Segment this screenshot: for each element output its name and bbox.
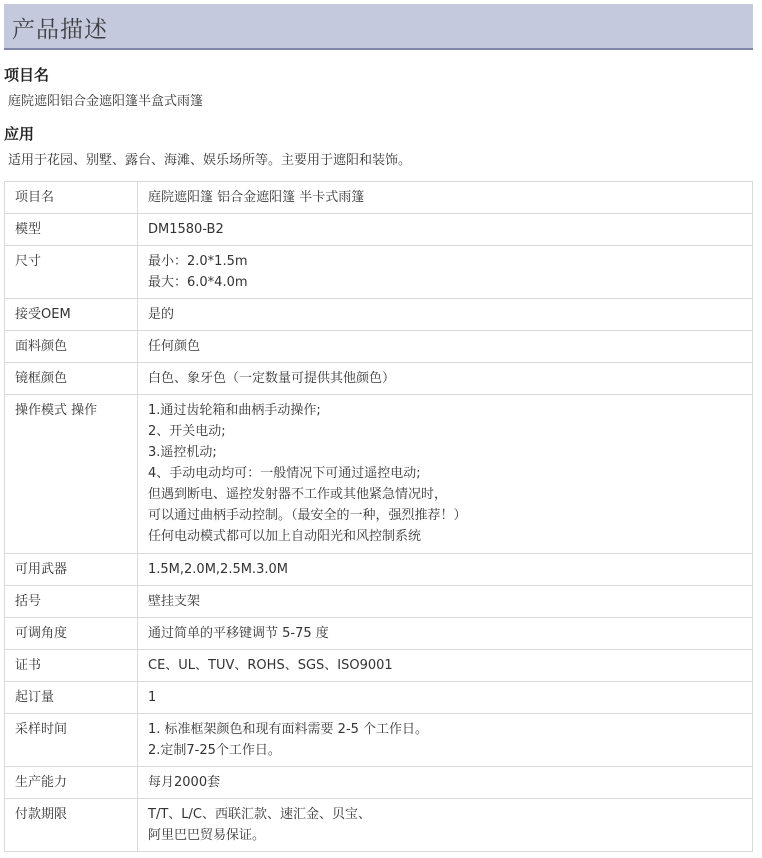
spec-value-cell <box>138 395 753 554</box>
spec-key-cell <box>5 395 138 554</box>
spec-table <box>4 181 753 852</box>
spec-key-cell <box>5 299 138 331</box>
spec-value-cell <box>138 650 753 682</box>
table-row <box>5 246 753 299</box>
spec-key-cell <box>5 767 138 799</box>
spec-value-line: 但遇到断电、遥控发射器不工作或其他紧急情况时， <box>148 487 448 502</box>
spec-value-line: 每月2000套 <box>148 775 221 790</box>
spec-value-cell <box>138 767 753 799</box>
application-heading: 应用 <box>4 125 35 143</box>
table-row <box>5 331 753 363</box>
table-row <box>5 586 753 618</box>
spec-key-cell <box>5 714 138 767</box>
table-row <box>5 714 753 767</box>
spec-value-line: 1. 标准框架颜色和现有面料需要 2-5 个工作日。 <box>148 722 429 737</box>
spec-key-cell <box>5 618 138 650</box>
spec-value-line: 2、开关电动; <box>148 424 226 439</box>
table-row <box>5 650 753 682</box>
spec-key: 付款期限 <box>15 807 68 822</box>
spec-key: 尺寸 <box>15 254 42 269</box>
spec-key: 采样时间 <box>15 722 68 737</box>
spec-value-cell <box>138 618 753 650</box>
spec-key-cell <box>5 363 138 395</box>
table-row <box>5 214 753 246</box>
spec-key: 模型 <box>15 222 42 237</box>
spec-value-line: 4、手动电动均可：一般情况下可通过遥控电动; <box>148 466 421 481</box>
spec-value-line: 1 <box>148 690 157 705</box>
spec-key: 可用武器 <box>15 562 68 577</box>
item-name-text: 庭院遮阳铝合金遮阳篷半盒式雨篷 <box>8 94 204 109</box>
spec-key-cell <box>5 586 138 618</box>
table-row <box>5 299 753 331</box>
spec-value-line: 白色、象牙色（一定数量可提供其他颜色） <box>148 371 396 386</box>
spec-value-cell <box>138 246 753 299</box>
spec-value-cell <box>138 799 753 852</box>
spec-value-cell <box>138 554 753 586</box>
spec-value-line: 任何颜色 <box>148 339 201 354</box>
spec-value-cell <box>138 682 753 714</box>
spec-key-cell <box>5 554 138 586</box>
spec-key: 生产能力 <box>15 775 68 790</box>
spec-value-line: 任何电动模式都可以加上自动阳光和风控制系统 <box>148 529 422 544</box>
table-row <box>5 767 753 799</box>
spec-key-cell <box>5 799 138 852</box>
spec-value-line: 1.5M,2.0M,2.5M.3.0M <box>148 562 288 577</box>
spec-value-cell <box>138 331 753 363</box>
spec-key: 面料颜色 <box>15 339 68 354</box>
item-name-heading: 项目名 <box>4 66 50 84</box>
spec-table-body <box>5 182 753 852</box>
spec-value-line: 可以通过曲柄手动控制。（最安全的一种，强烈推荐！） <box>148 508 467 523</box>
table-row <box>5 554 753 586</box>
spec-value-cell <box>138 299 753 331</box>
spec-key: 接受OEM <box>15 307 71 322</box>
spec-value-line: DM1580-B2 <box>148 222 224 237</box>
application-text: 适用于花园、别墅、露台、海滩、娱乐场所等。主要用于遮阳和装饰。 <box>8 153 412 168</box>
spec-value-line: 最小：2.0*1.5m <box>148 254 248 269</box>
spec-value-line: T/T、L/C、西联汇款、速汇金、贝宝、 <box>148 807 371 822</box>
spec-key-cell <box>5 214 138 246</box>
table-row <box>5 395 753 554</box>
table-row <box>5 618 753 650</box>
spec-value-cell <box>138 214 753 246</box>
page-title: 产品描述 <box>12 17 108 43</box>
spec-value-line: 最大：6.0*4.0m <box>148 275 248 290</box>
spec-value-line: 阿里巴巴贸易保证。 <box>148 828 266 843</box>
spec-key-cell <box>5 182 138 214</box>
section-header-bar <box>4 4 753 50</box>
spec-value-line: CE、UL、TUV、ROHS、SGS、ISO9001 <box>148 658 393 673</box>
table-row <box>5 799 753 852</box>
spec-key-cell <box>5 246 138 299</box>
spec-key: 证书 <box>15 658 42 673</box>
spec-key: 起订量 <box>15 690 55 705</box>
spec-key: 操作模式 操作 <box>15 403 98 418</box>
spec-value-line: 是的 <box>148 307 175 322</box>
spec-value-line: 2.定制7-25个工作日。 <box>148 743 281 758</box>
spec-key: 可调角度 <box>15 626 68 641</box>
table-row <box>5 682 753 714</box>
spec-value-cell <box>138 714 753 767</box>
spec-value-line: 通过简单的平移键调节 5-75 度 <box>148 626 329 641</box>
spec-value-cell <box>138 182 753 214</box>
spec-value-line: 庭院遮阳篷 铝合金遮阳篷 半卡式雨篷 <box>148 190 365 205</box>
spec-key-cell <box>5 682 138 714</box>
spec-key-cell <box>5 331 138 363</box>
table-row <box>5 363 753 395</box>
spec-value-cell <box>138 586 753 618</box>
spec-value-line: 1.通过齿轮箱和曲柄手动操作; <box>148 403 321 418</box>
spec-key-cell <box>5 650 138 682</box>
spec-key: 项目名 <box>15 190 55 205</box>
spec-key: 括号 <box>15 594 42 609</box>
spec-key: 镜框颜色 <box>15 371 68 386</box>
spec-value-cell <box>138 363 753 395</box>
spec-value-line: 壁挂支架 <box>148 594 201 609</box>
spec-value-line: 3.遥控机动; <box>148 445 217 460</box>
table-row <box>5 182 753 214</box>
